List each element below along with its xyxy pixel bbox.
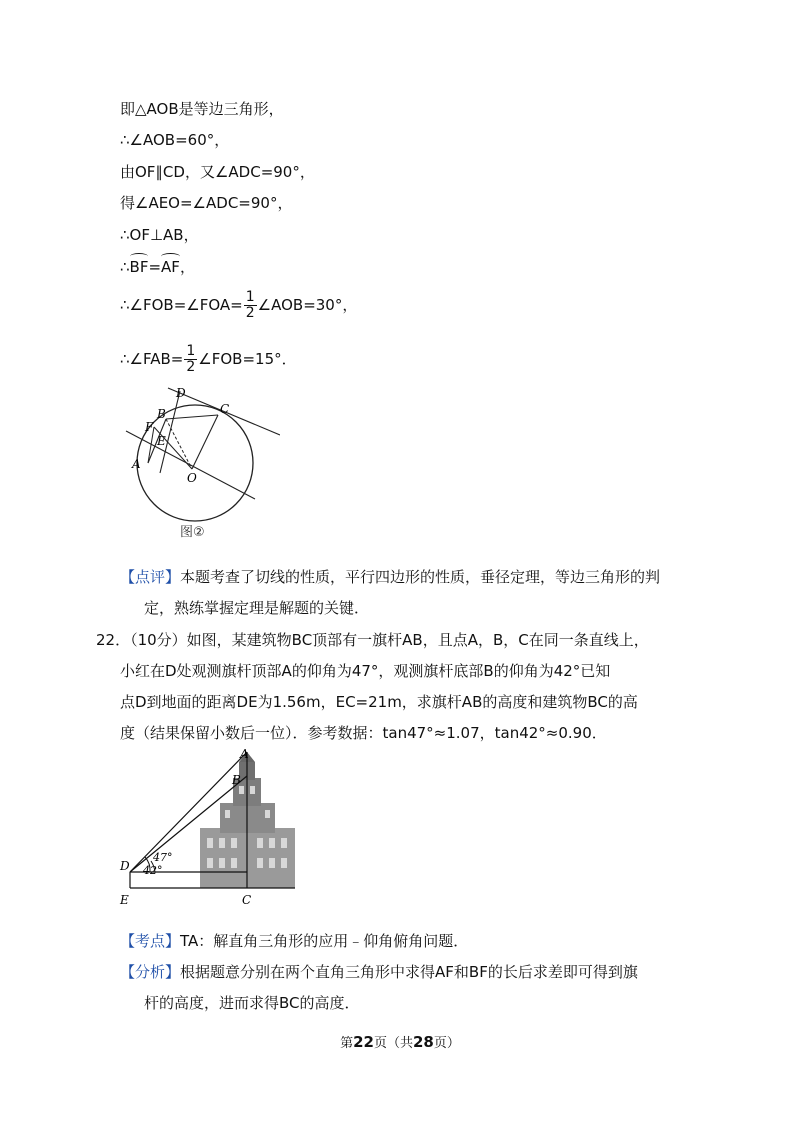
label-a: A bbox=[132, 457, 141, 471]
label-o: O bbox=[187, 471, 197, 485]
fab-prefix: ∴∠FAB= bbox=[120, 350, 184, 368]
comment-text-1: 本题考查了切线的性质，平行四边形的性质，垂径定理，等边三角形的判 bbox=[180, 568, 661, 586]
arc-suffix: ， bbox=[179, 258, 195, 276]
kaodian-tag: 【考点】 bbox=[120, 932, 181, 950]
arc-eq: = bbox=[148, 258, 162, 276]
footer-total-pages: 28 bbox=[413, 1033, 434, 1051]
fob-line bbox=[120, 290, 357, 321]
label-e: E bbox=[157, 434, 166, 448]
label-a: A bbox=[240, 748, 249, 761]
footer-pre: 第 bbox=[340, 1036, 354, 1051]
solution-line-4: 得∠AEO=∠ADC=90°， bbox=[120, 194, 293, 212]
label-f: F bbox=[145, 420, 154, 434]
segment-co bbox=[192, 415, 218, 469]
label-c: C bbox=[242, 893, 252, 907]
fenxi-tag: 【分析】 bbox=[120, 963, 181, 981]
problem-22 bbox=[96, 625, 695, 749]
label-b: B bbox=[232, 773, 241, 787]
solution-line-5: ∴OF⊥AB， bbox=[120, 226, 199, 244]
fab-line bbox=[120, 344, 297, 375]
footer-page-number: 22 bbox=[353, 1033, 374, 1051]
kaodian-text: TA：解直角三角形的应用﹣仰角俯角问题． bbox=[180, 932, 469, 950]
label-d: D bbox=[176, 386, 186, 400]
fraction-numerator: 1 bbox=[186, 343, 196, 359]
arc-bf: BF bbox=[130, 253, 149, 278]
label-d: D bbox=[120, 859, 130, 873]
fab-suffix: ∠FOB=15°． bbox=[198, 350, 297, 368]
problem-22-line-2: 小红在D处观测旗杆顶部A的仰角为47°，观测旗杆底部B的仰角为42°已知 bbox=[120, 662, 611, 680]
line-ao bbox=[126, 431, 255, 499]
line-da bbox=[160, 391, 180, 473]
label-angle-47: 47° bbox=[153, 851, 173, 864]
arc-equality-line bbox=[120, 253, 195, 278]
fraction-denominator: 2 bbox=[186, 359, 196, 375]
fenxi-text-2: 杆的高度，进而求得BC的高度． bbox=[144, 994, 360, 1012]
fraction-numerator: 1 bbox=[245, 289, 255, 305]
footer-mid: 页（共 bbox=[373, 1036, 413, 1051]
arc-prefix: ∴ bbox=[120, 258, 130, 276]
problem-22-line-1: 22．（10分）如图，某建筑物BC顶部有一旗杆AB，且点A，B，C在同一条直线上， bbox=[96, 631, 649, 649]
figure-2-caption: 图② bbox=[180, 525, 205, 540]
fob-prefix: ∴∠FOB=∠FOA= bbox=[120, 296, 243, 314]
footer-post: 页） bbox=[433, 1036, 460, 1051]
label-e: E bbox=[120, 893, 129, 907]
fenxi-text-1: 根据题意分别在两个直角三角形中求得AF和BF的长后求差即可得到旗 bbox=[180, 963, 638, 981]
comment-text-2: 定，熟练掌握定理是解题的关键． bbox=[144, 599, 370, 617]
comment-tag: 【点评】 bbox=[120, 568, 181, 586]
solution-line-3: 由OF∥CD，又∠ADC=90°， bbox=[120, 163, 315, 181]
kaodian-paragraph bbox=[120, 926, 695, 957]
problem-22-line-3: 点D到地面的距离DE为1.56m，EC=21m，求旗杆AB的高度和建筑物BC的高 bbox=[120, 693, 638, 711]
label-angle-42: 42° bbox=[143, 864, 163, 877]
label-b: B bbox=[157, 407, 166, 421]
figure-2-circle-diagram bbox=[120, 383, 280, 543]
fraction-half bbox=[244, 290, 257, 321]
solution-line-1: 即△AOB是等边三角形， bbox=[120, 100, 284, 118]
solution-line-2: ∴∠AOB=60°， bbox=[120, 131, 230, 149]
fraction-denominator: 2 bbox=[245, 305, 255, 321]
arc-af: AF bbox=[161, 253, 180, 278]
fob-suffix: ∠AOB=30°， bbox=[257, 296, 358, 314]
fenxi-paragraph bbox=[120, 957, 695, 1019]
figure-22-flagpole-diagram bbox=[115, 748, 305, 908]
fraction-half bbox=[184, 344, 197, 375]
page-footer bbox=[0, 1032, 800, 1051]
label-c: C bbox=[220, 402, 230, 416]
problem-22-line-4: 度（结果保留小数后一位）．参考数据：tan47°≈1.07，tan42°≈0.90． bbox=[120, 724, 607, 742]
comment-paragraph bbox=[120, 562, 695, 624]
